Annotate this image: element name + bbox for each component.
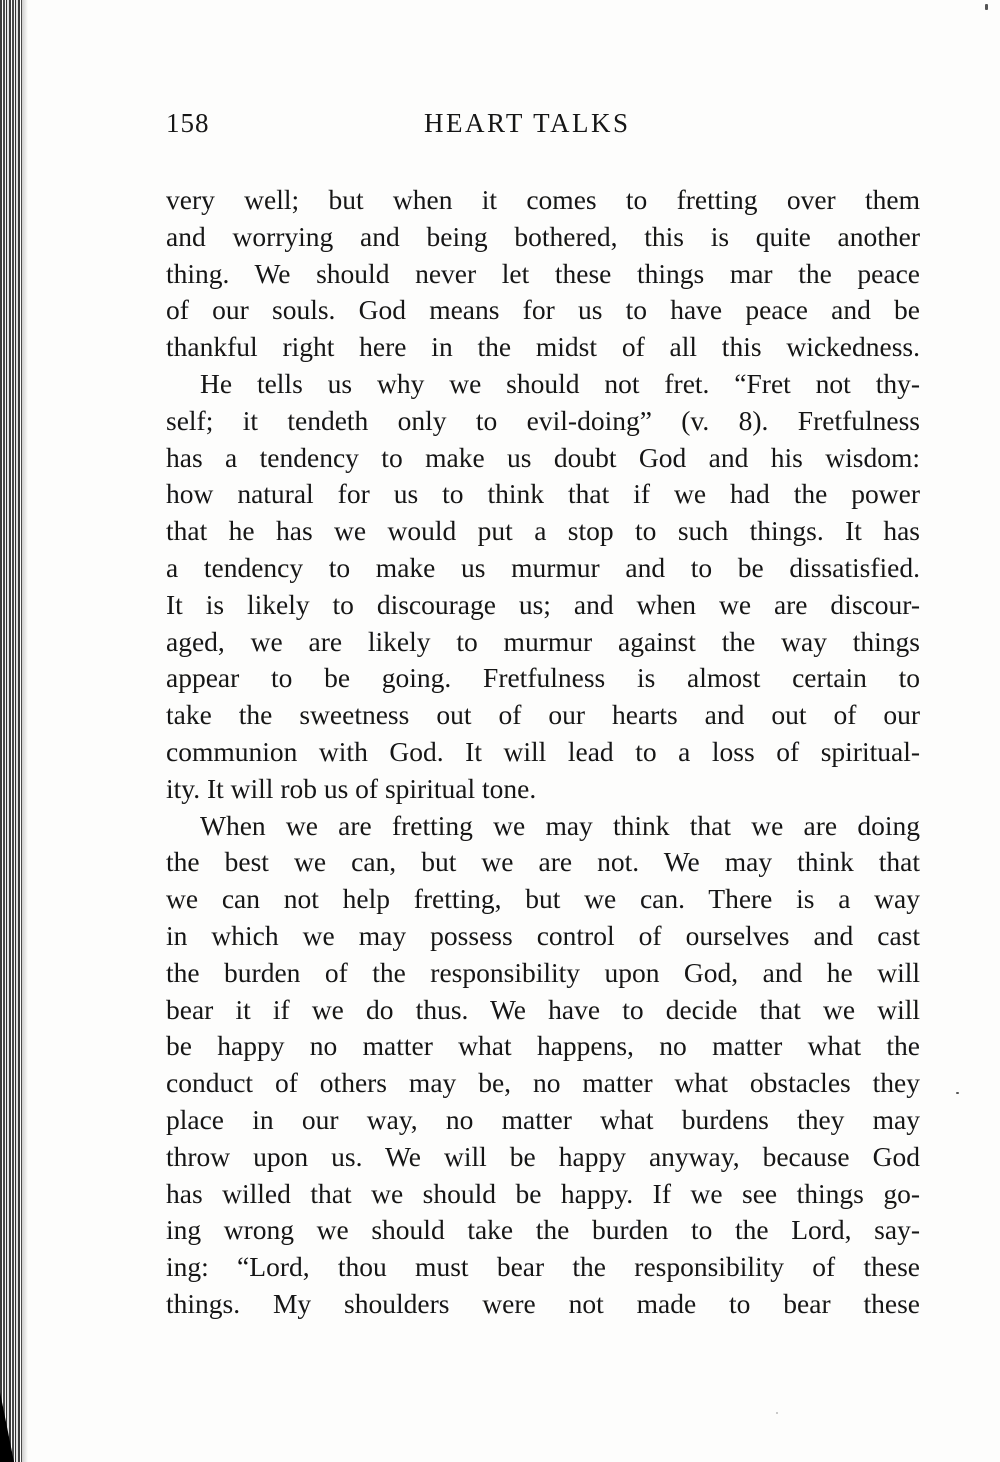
scan-speck [985,4,988,10]
running-head [166,108,920,148]
text-line: very well; but when it comes to fretting over them [166,184,920,215]
text-line: bear it if we do thus. We have to decide that we will [166,993,920,1025]
text-line: that he has we would put a stop to such things. It has [166,515,920,547]
text-line: thing. We should never let these things mar the peace [166,257,920,289]
page-number: 158 [166,108,210,138]
text-line: ing: “Lord, thou must bear the responsibility of these [166,1251,920,1283]
text-line: It is likely to discourage us; and when we are discour- [166,588,920,620]
text-line: things. My shoulders were not made to bear these [166,1287,920,1319]
paragraph-2 [166,366,920,808]
binding-corner-mark [0,1392,14,1462]
running-title: HEART TALKS [424,108,631,138]
scan-speck [776,1412,778,1414]
scan-speck [956,1092,959,1094]
text-line: be happy no matter what happens, no matter what the [166,1030,920,1062]
text-line: and worrying and being bothered, this is quite another [166,220,920,252]
text-line: ing wrong we should take the burden to the Lord, say- [166,1214,920,1246]
text-line: communion with God. It will lead to a loss of spiritual- [166,735,920,767]
text-line: When we are fretting we may think that we are doing [200,809,920,841]
paragraph-3 [166,808,920,1323]
text-line: appear to be going. Fretfulness is almost certain to [166,662,920,694]
text-line: has a tendency to make us doubt God and his wisdom: [166,441,920,473]
text-line: of our souls. God means for us to have peace and be [166,294,920,326]
text-line: throw upon us. We will be happy anyway, because God [166,1140,920,1172]
text-line: He tells us why we should not fret. “Fret not thy- [200,367,920,399]
text-line: ity. It will rob us of spiritual tone. [166,772,537,804]
binding-shadow [22,0,28,1462]
paragraph-1 [166,182,920,366]
text-line: place in our way, no matter what burdens they may [166,1103,920,1135]
text-line: a tendency to make us murmur and to be dissatisfied. [166,551,920,583]
text-line: how natural for us to think that if we had the power [166,478,920,510]
text-line: self; it tendeth only to evil-doing” (v. 8). Fretfulness [166,404,920,436]
text-line: in which we may possess control of ourselves and cast [166,919,920,951]
text-line: aged, we are likely to murmur against the way things [166,625,920,657]
body-text [166,182,920,1323]
text-line: the best we can, but we are not. We may think that [166,846,920,878]
text-line: thankful right here in the midst of all this wickedness. [166,331,920,363]
text-line: the burden of the responsibility upon God, and he will [166,956,920,988]
text-line: take the sweetness out of our hearts and out of our [166,699,920,731]
text-line: conduct of others may be, no matter what obstacles they [166,1067,920,1099]
text-line: has willed that we should be happy. If we see things go- [166,1177,920,1209]
text-line: we can not help fretting, but we can. There is a way [166,883,920,915]
binding-edge [0,0,22,1462]
